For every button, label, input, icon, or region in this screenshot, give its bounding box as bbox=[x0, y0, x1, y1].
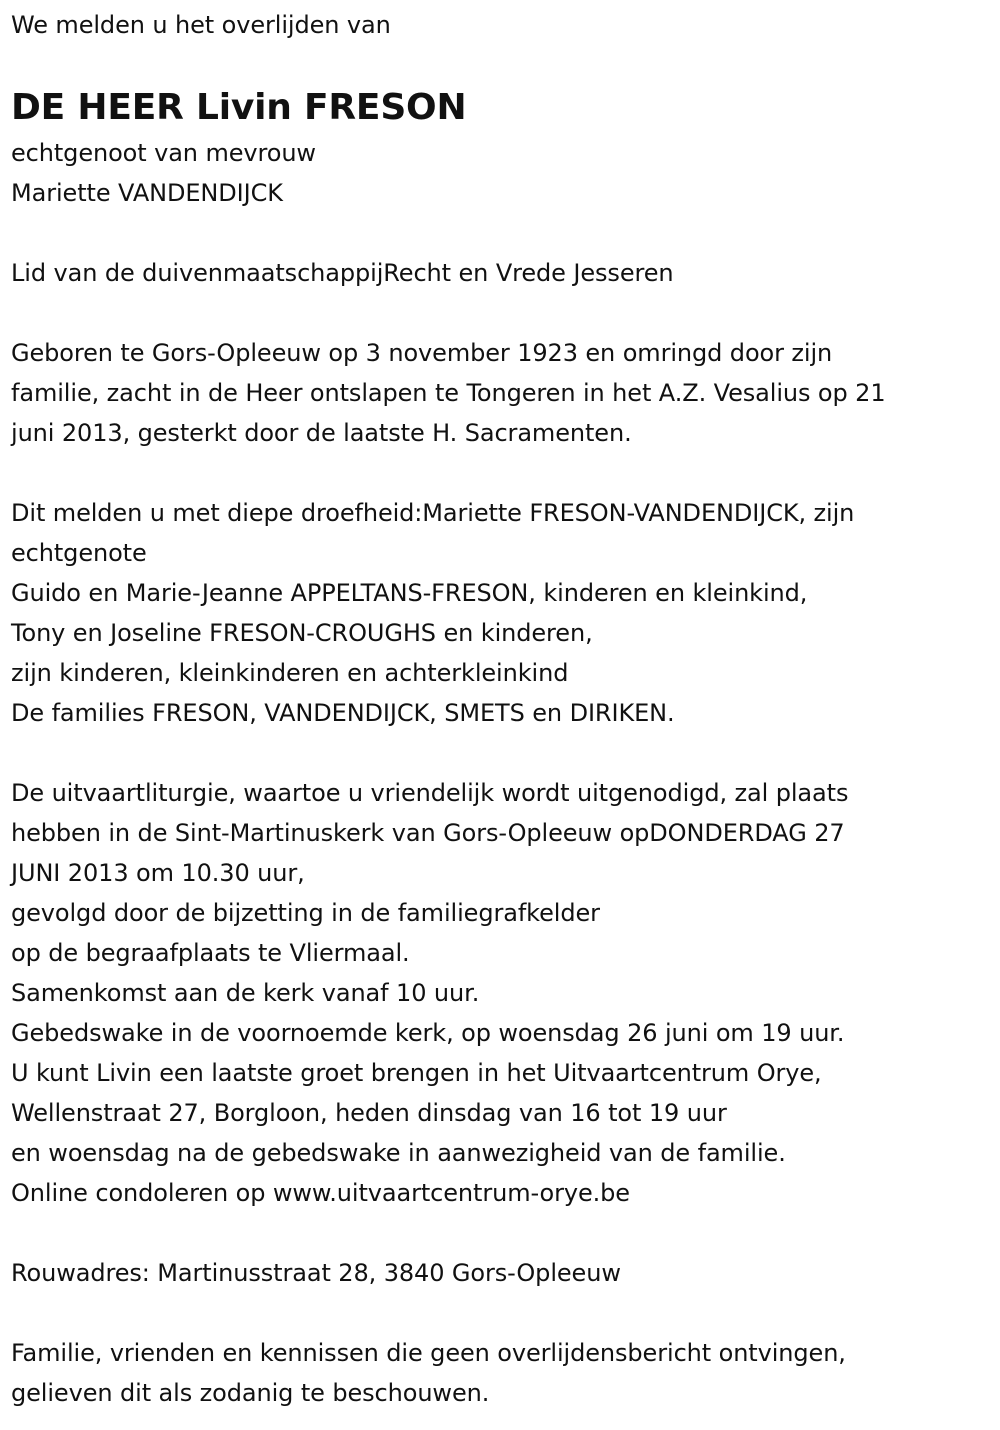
spacer bbox=[11, 1213, 991, 1253]
mourners-line: Tony en Joseline FRESON-CROUGHS en kinderen, bbox=[11, 619, 593, 647]
funeral-line: en woensdag na de gebedswake in aanwezigheid van de familie. bbox=[11, 1139, 786, 1167]
closing-line: Familie, vrienden en kennissen die geen overlijdensbericht ontvingen, bbox=[11, 1339, 846, 1367]
birth-death-line: juni 2013, gesterkt door de laatste H. Sacramenten. bbox=[11, 419, 632, 447]
funeral-block bbox=[11, 773, 991, 1213]
spouse-block bbox=[11, 133, 991, 213]
membership-text: Lid van de duivenmaatschappijRecht en Vrede Jesseren bbox=[11, 259, 674, 287]
birth-death-line: Geboren te Gors-Opleeuw op 3 november 1923 en omringd door zijn bbox=[11, 339, 833, 367]
obituary-notice bbox=[11, 5, 991, 1413]
spouse-name: Mariette VANDENDIJCK bbox=[11, 179, 283, 207]
spacer bbox=[11, 1293, 991, 1333]
spacer bbox=[11, 733, 991, 773]
birth-death-line: familie, zacht in de Heer ontslapen te Tongeren in het A.Z. Vesalius op 21 bbox=[11, 379, 886, 407]
funeral-line: gevolgd door de bijzetting in de familiegrafkelder bbox=[11, 899, 600, 927]
funeral-line: op de begraafplaats te Vliermaal. bbox=[11, 939, 410, 967]
spacer bbox=[11, 293, 991, 333]
mourners-line: zijn kinderen, kleinkinderen en achterkleinkind bbox=[11, 659, 569, 687]
spacer bbox=[11, 213, 991, 253]
deceased-name: DE HEER Livin FRESON bbox=[11, 87, 467, 128]
mourners-line: echtgenote bbox=[11, 539, 147, 567]
condolence-link-line: Online condoleren op www.uitvaartcentrum-orye.be bbox=[11, 1179, 630, 1207]
mourners-line: De families FRESON, VANDENDIJCK, SMETS en DIRIKEN. bbox=[11, 699, 675, 727]
birth-death-block bbox=[11, 333, 991, 453]
funeral-line: hebben in de Sint-Martinuskerk van Gors-Opleeuw opDONDERDAG 27 bbox=[11, 819, 845, 847]
mourners-line: Guido en Marie-Jeanne APPELTANS-FRESON, kinderen en kleinkind, bbox=[11, 579, 808, 607]
mourners-block bbox=[11, 493, 991, 733]
intro-text: We melden u het overlijden van bbox=[11, 11, 391, 39]
mourners-line: Dit melden u met diepe droefheid:Mariette FRESON-VANDENDIJCK, zijn bbox=[11, 499, 855, 527]
spouse-line: echtgenoot van mevrouw bbox=[11, 139, 316, 167]
mourning-address: Rouwadres: Martinusstraat 28, 3840 Gors-Opleeuw bbox=[11, 1259, 621, 1287]
spacer bbox=[11, 453, 991, 493]
closing-line: gelieven dit als zodanig te beschouwen. bbox=[11, 1379, 490, 1407]
funeral-line: Samenkomst aan de kerk vanaf 10 uur. bbox=[11, 979, 480, 1007]
funeral-line: Gebedswake in de voornoemde kerk, op woensdag 26 juni om 19 uur. bbox=[11, 1019, 845, 1047]
funeral-line: JUNI 2013 om 10.30 uur, bbox=[11, 859, 305, 887]
closing-block bbox=[11, 1333, 991, 1413]
funeral-line: U kunt Livin een laatste groet brengen in het Uitvaartcentrum Orye, bbox=[11, 1059, 822, 1087]
funeral-line: De uitvaartliturgie, waartoe u vriendelijk wordt uitgenodigd, zal plaats bbox=[11, 779, 849, 807]
funeral-line: Wellenstraat 27, Borgloon, heden dinsdag van 16 tot 19 uur bbox=[11, 1099, 727, 1127]
